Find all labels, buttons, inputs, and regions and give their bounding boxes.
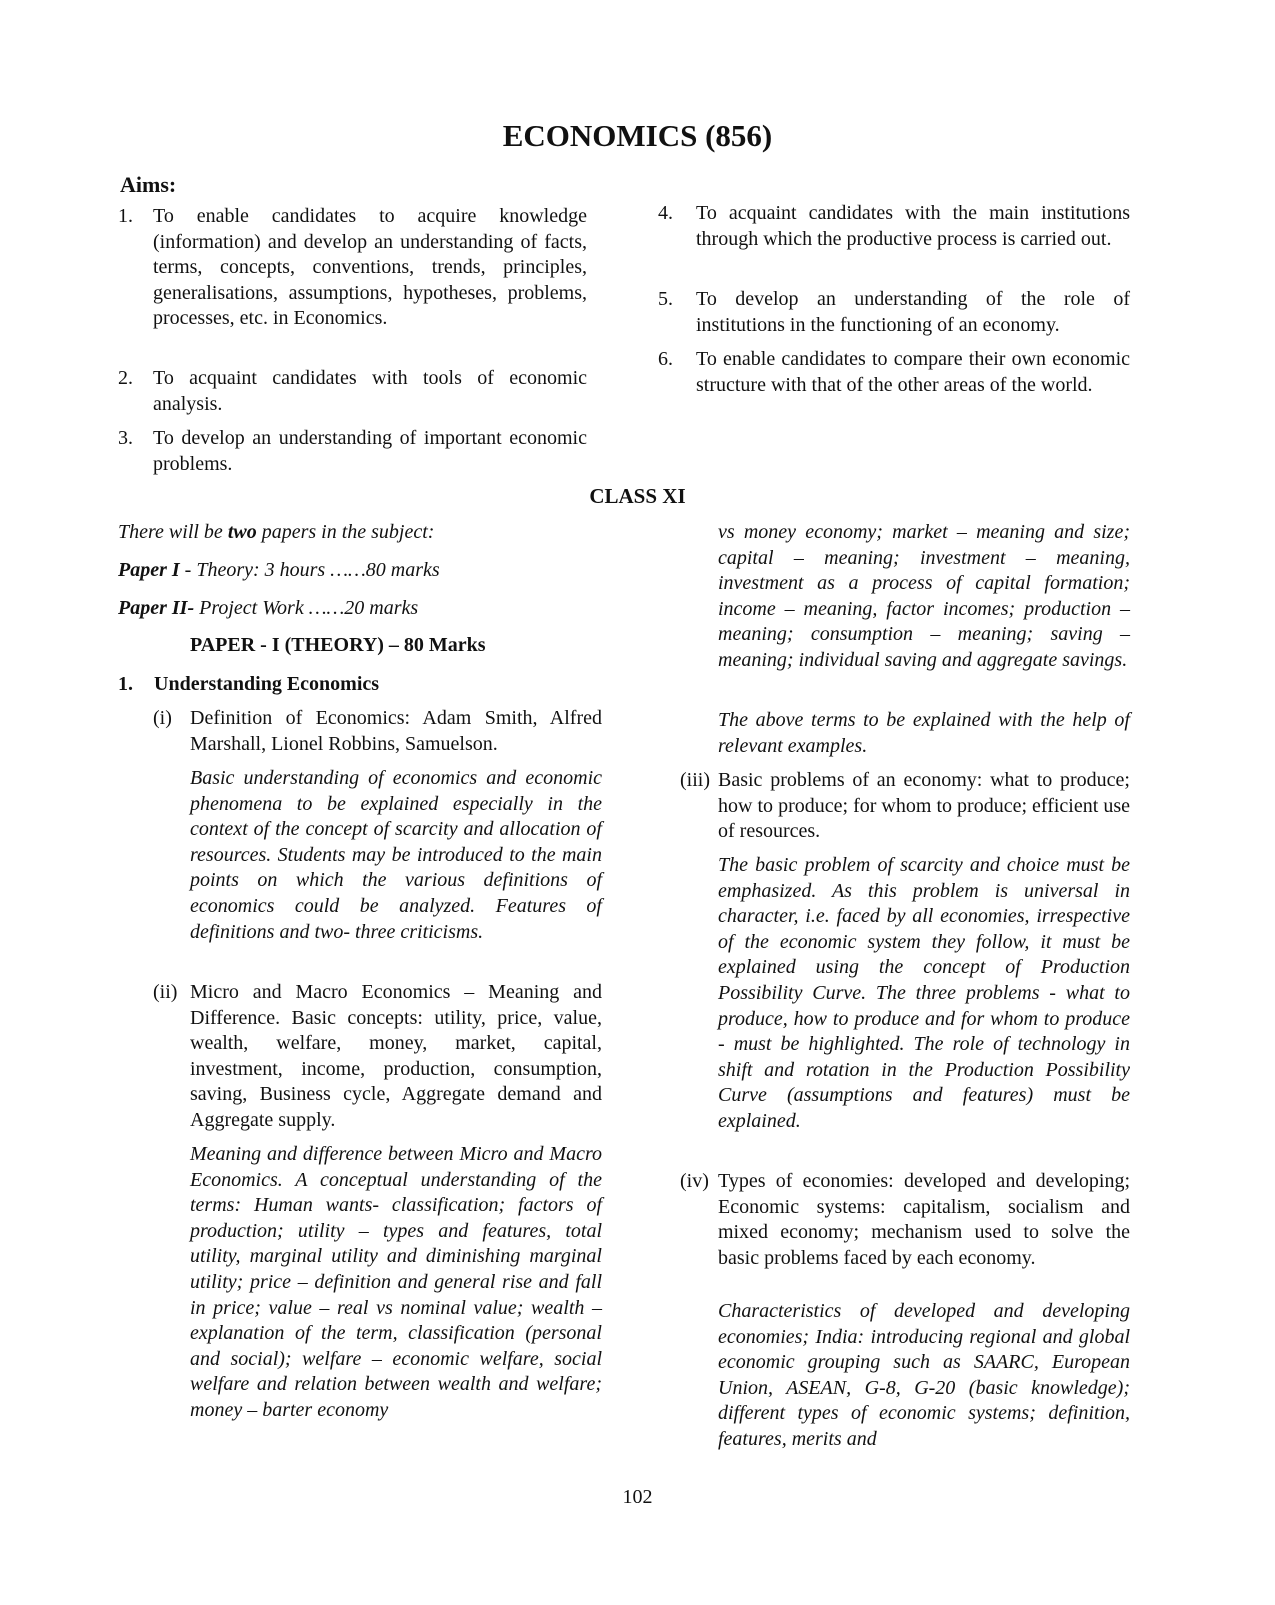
aims-heading: Aims: (120, 172, 177, 197)
paper-2-line (118, 596, 598, 622)
aims-item-number: 6. (658, 348, 673, 370)
paper-1-label: Paper I (118, 559, 180, 581)
aims-item-text: To develop an understanding of important economic problems. (153, 427, 587, 475)
aims-item-1 (118, 204, 588, 359)
aims-item-text: To enable candidates to compare their own economic structure with that of the other areas of the world. (696, 348, 1130, 396)
aims-item-5 (658, 287, 1130, 342)
section-title: Understanding Economics (154, 673, 380, 695)
aims-item-number: 2. (118, 367, 133, 389)
papers-intro-count: two (227, 521, 257, 543)
aims-item-2 (118, 366, 588, 421)
aims-item-text: To acquaint candidates with the main institutions through which the productive process is carried out. (696, 202, 1130, 250)
aims-item-number: 3. (118, 427, 133, 449)
aims-item-number: 1. (118, 205, 133, 227)
papers-intro-text: There will be (118, 521, 228, 543)
aims-item-text: To develop an understanding of the role of institutions in the functioning of an economy. (696, 288, 1130, 336)
paper-2-text: Project Work ……20 marks (194, 597, 419, 619)
paper-heading: PAPER - I (THEORY) – 80 Marks (190, 634, 486, 656)
aims-item-3 (118, 426, 588, 481)
aims-item-text: To enable candidates to acquire knowledge (information) and develop an understanding of facts, terms, concepts, conventions, trends, principles, generalisations, assumptions, hypotheses, problems, processes, etc. in Economics. (153, 205, 587, 330)
aims-item-number: 4. (658, 202, 673, 224)
subitem-note-continued: vs money economy; market – meaning and size; capital – meaning; investment – meaning, investment as a process of capital formation; income – meaning, factor incomes; production – meaning; consumption – meaning; saving – meaning; individual saving and aggregate savings. (718, 521, 1130, 671)
subitem-text: Definition of Economics: Adam Smith, Alfred Marshall, Lionel Robbins, Samuelson. (190, 707, 602, 755)
aims-item-4 (658, 201, 1130, 281)
section-number: 1. (118, 673, 133, 695)
subitem-note: The above terms to be explained with the help of relevant examples. (718, 709, 1130, 757)
subitem-note: The basic problem of scarcity and choice must be emphasized. As this problem is universal in character, i.e. faced by all economies, irrespective of the economic system they follow, it must be explained using the concept of Production Possibility Curve. The three problems - what to produce, how to produce and for whom to produce - must be highlighted. The role of technology in shift and rotation in the Production Possibility Curve (assumptions and features) must be explained. (718, 854, 1130, 1132)
subitem-number: (iii) (680, 769, 710, 791)
paper-1-text: - Theory: 3 hours ……80 marks (179, 559, 440, 581)
papers-intro-text-end: papers in the subject: (256, 521, 435, 543)
subitem-text: Basic problems of an economy: what to produce; how to produce; for whom to produce; efficient use of resources. (718, 769, 1130, 843)
page-title: ECONOMICS (856) (502, 118, 773, 153)
aims-item-number: 5. (658, 288, 673, 310)
subitem-number: (ii) (153, 981, 178, 1003)
subitem-number: (i) (153, 707, 172, 729)
paper-2-label: Paper II- (118, 597, 195, 619)
papers-intro (118, 520, 598, 546)
subitem-text: Types of economies: developed and developing; Economic systems: capitalism, socialism and mixed economy; mechanism used to solve the basic problems faced by each economy. (718, 1170, 1130, 1269)
aims-item-6 (658, 347, 1130, 427)
page-number: 102 (622, 1486, 653, 1508)
paper-1-line (118, 558, 598, 584)
class-heading: CLASS XI (589, 484, 686, 508)
subitem-note: Basic understanding of economics and economic phenomena to be explained especially in the context of the concept of scarcity and allocation of resources. Students may be introduced to the main points on which the various definitions of economics could be analyzed. Features of definitions and two- three criticisms. (190, 767, 602, 943)
subitem-number: (iv) (680, 1170, 709, 1192)
subitem-note: Meaning and difference between Micro and Macro Economics. A conceptual understanding of the terms: Human wants- classification; factors of production; utility – types and features, total utility, marginal utility and diminishing marginal utility; price – definition and general rise and fall in price; value – real vs nominal value; wealth – explanation of the term, classification (personal and social); welfare – economic welfare, social welfare and relation between wealth and welfare; money – barter economy (190, 1143, 602, 1421)
subitem-text: Micro and Macro Economics – Meaning and Difference. Basic concepts: utility, price, value, wealth, welfare, money, market, capital, investment, income, production, consumption, saving, Business cycle, Aggregate demand and Aggregate supply. (190, 981, 602, 1131)
subitem-note: Characteristics of developed and developing economies; India: introducing regional and global economic grouping such as SAARC, European Union, ASEAN, G-8, G-20 (basic knowledge); different types of economic systems; definition, features, merits and (718, 1300, 1130, 1450)
aims-item-text: To acquaint candidates with tools of economic analysis. (153, 367, 587, 415)
